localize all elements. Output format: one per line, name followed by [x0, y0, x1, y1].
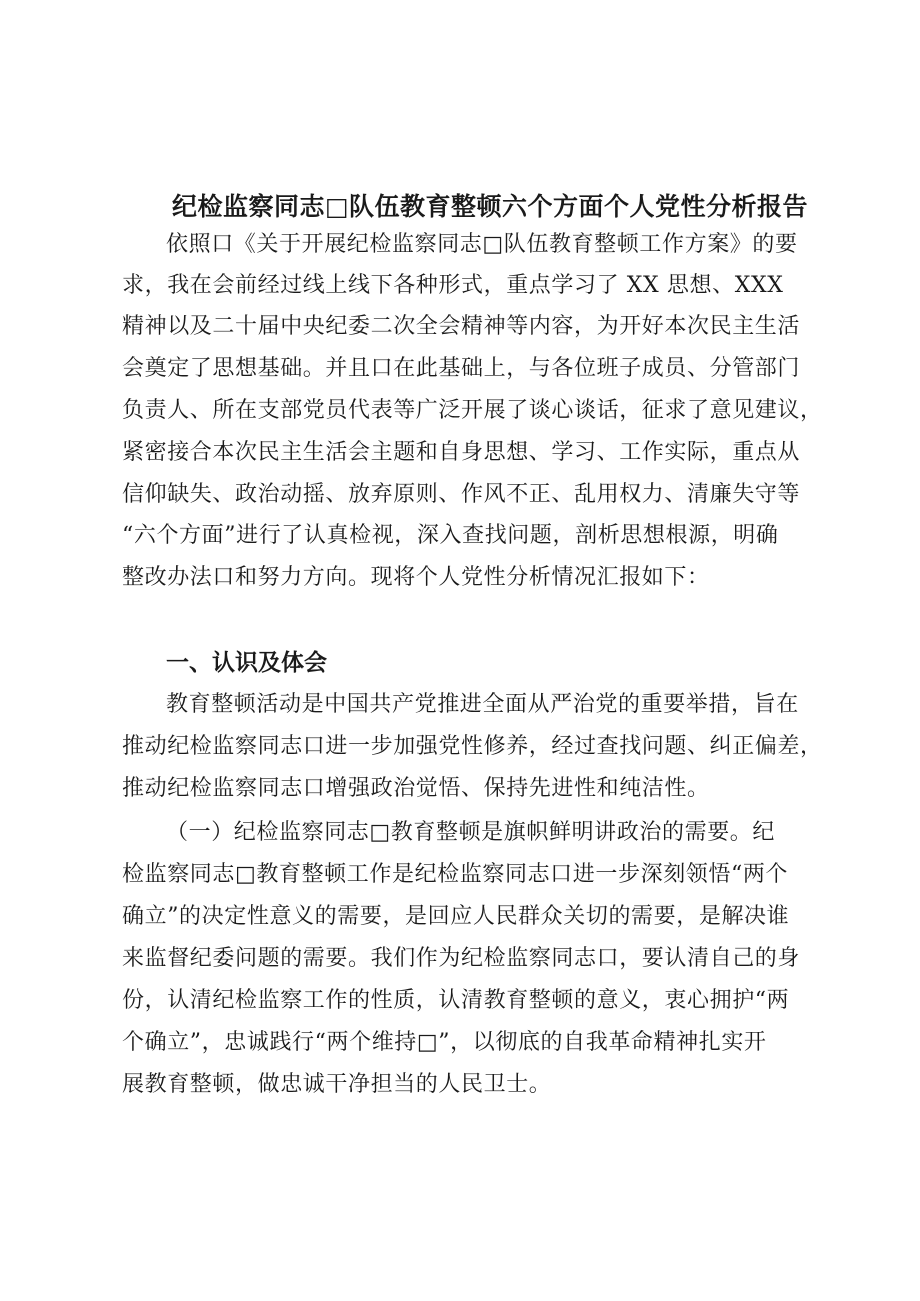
- paragraph-line: 精神以及二十届中央纪委二次全会精神等内容，为开好本次民主生活: [122, 314, 801, 339]
- paragraph-line: 推动纪检监察同志口进一步加强党性修养，经过查找问题、纠正偏差，: [122, 734, 823, 759]
- paragraph-line: 信仰缺失、政治动摇、放弃原则、作风不正、乱用权力、清廉失守等: [122, 482, 801, 507]
- paragraph-line: 整改办法口和努力方向。现将个人党性分析情况汇报如下：: [122, 565, 710, 590]
- section-heading: 一、认识及体会: [166, 650, 327, 676]
- paragraph-line: 依照口《关于开展纪检监察同志□队伍教育整顿工作方案》的要: [166, 232, 798, 257]
- paragraph-line: 紧密接合本次民主生活会主题和自身思想、学习、工作实际，重点从: [122, 440, 801, 465]
- paragraph-line: 求，我在会前经过线上线下各种形式，重点学习了 XX 思想、XXX: [122, 273, 784, 298]
- paragraph-line: 推动纪检监察同志口增强政治觉悟、保持先进性和纯洁性。: [122, 776, 710, 801]
- paragraph-line: 来监督纪委问题的需要。我们作为纪检监察同志口，要认清自己的身: [122, 946, 801, 971]
- document-title: 纪检监察同志□队伍教育整顿六个方面个人党性分析报告: [171, 192, 809, 221]
- paragraph-line: 教育整顿活动是中国共产党推进全面从严治党的重要举措，旨在: [166, 692, 799, 717]
- paragraph-line: 负责人、所在支部党员代表等广泛开展了谈心谈话，征求了意见建议，: [122, 398, 823, 423]
- paragraph-line: 展教育整顿，做忠诚干净担当的人民卫士。: [122, 1072, 552, 1097]
- paragraph-line: 确立”的决定性意义的需要，是回应人民群众关切的需要，是解决谁: [122, 904, 790, 929]
- paragraph-line: 份，认清纪检监察工作的性质，认清教育整顿的意义，衷心拥护“两: [122, 988, 790, 1013]
- paragraph-line: （一）纪检监察同志□教育整顿是旗帜鲜明讲政治的需要。纪: [166, 820, 775, 845]
- paragraph-line: 个确立”，忠诚践行“两个维持□”，以彻底的自我革命精神扎实开: [122, 1030, 767, 1055]
- paragraph-line: 会奠定了思想基础。并且口在此基础上，与各位班子成员、分管部门: [122, 356, 801, 381]
- paragraph-line: “六个方面”进行了认真检视，深入查找问题，剖析思想根源，明确: [122, 523, 779, 548]
- paragraph-line: 检监察同志□教育整顿工作是纪检监察同志口进一步深刻领悟“两个: [122, 862, 789, 887]
